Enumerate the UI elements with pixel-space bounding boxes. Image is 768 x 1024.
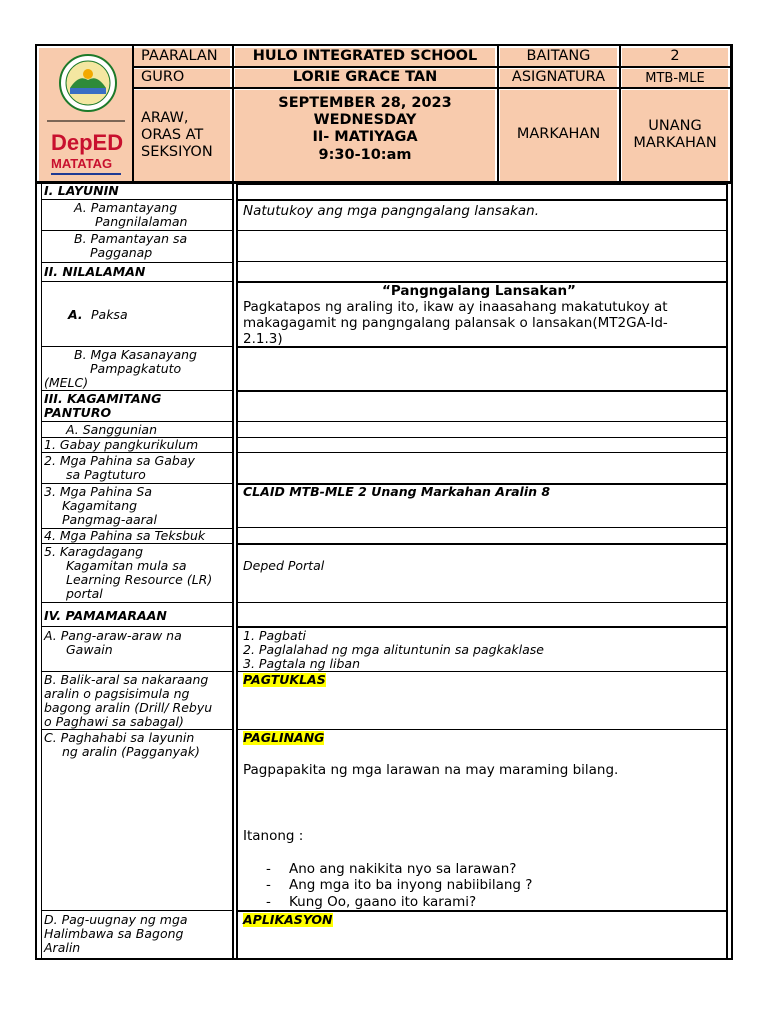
subject-value: MTB-MLE xyxy=(645,71,705,86)
question-2: Ang mga ito ba inyong nabiibilang ? xyxy=(289,877,533,893)
gawain-item-3: 3. Pagtala ng liban xyxy=(243,656,360,671)
gabay-pagtuturo-label-1: 2. Mga Pahina sa Gabay xyxy=(44,453,195,468)
balik-aral-label-4: o Paghawi sa sabagal) xyxy=(44,714,184,729)
pamamaraan-heading: IV. PAMAMARAAN xyxy=(44,608,167,623)
paaralan-cell xyxy=(134,48,230,66)
matatag-underline xyxy=(51,173,121,175)
kagamitang-mag-aaral-label-1: 3. Mga Pahina Sa xyxy=(44,484,152,499)
paaralan-label: PAARALAN xyxy=(141,48,218,64)
balik-aral-label-2: aralin o pagsisimula ng xyxy=(44,686,190,701)
question-bullet-2: - xyxy=(266,877,271,893)
pamantayan-pagganap-label-1: B. Pamantayan sa xyxy=(74,231,188,246)
guro-cell xyxy=(134,69,230,87)
matatag-logo: MATATAG xyxy=(51,156,113,171)
karagdagang-value: Deped Portal xyxy=(243,558,325,573)
pamantayang-pangnilalaman-value: Natutukoy ang mga pangngalang lansakan. xyxy=(243,203,540,219)
paksa-letter: A. xyxy=(68,307,83,322)
gawain-item-2: 2. Paglalahad ng mga alituntunin sa pagkaklase xyxy=(243,642,544,657)
logo-cell xyxy=(39,48,132,181)
layunin-heading: I. LAYUNIN xyxy=(44,183,119,198)
time-value: 9:30-10:am xyxy=(318,147,412,163)
pamantayan-pagganap-label-2: Pagganap xyxy=(90,245,153,260)
question-1: Ano ang nakikita nyo sa larawan? xyxy=(289,861,517,877)
itanong-label: Itanong : xyxy=(243,828,304,844)
section-value: II- MATIYAGA xyxy=(312,129,418,145)
balik-aral-label-1: B. Balik-aral sa nakaraang xyxy=(44,672,209,687)
melc-label-2: Pampagkatuto xyxy=(90,361,182,376)
karagdagang-label-3: Learning Resource (LR) xyxy=(66,572,213,587)
paglinang-text: Pagpapakita ng mga larawan na may maraming bilang. xyxy=(243,762,619,778)
aplikasyon-badge: APLIKASYON xyxy=(243,912,333,927)
gawain-label-1: A. Pang-araw-araw na xyxy=(44,628,182,643)
gawain-item-1: 1. Pagbati xyxy=(243,628,307,643)
baitang-label: BAITANG xyxy=(526,48,591,64)
karagdagang-label-2: Kagamitan mula sa xyxy=(66,558,187,573)
paghahabi-label-1: C. Paghahabi sa layunin xyxy=(44,730,195,745)
gabay-pagtuturo-label-2: sa Pagtuturo xyxy=(66,467,146,482)
pamantayang-pangnilalaman-label-1: A. Pamantayang xyxy=(74,200,178,215)
paksa-label: Paksa xyxy=(91,307,128,322)
melc-label-3: (MELC) xyxy=(44,375,89,390)
day-value: WEDNESDAY xyxy=(313,112,417,128)
paksa-body-3: 2.1.3) xyxy=(243,331,283,347)
schedule-cell xyxy=(235,90,495,181)
date-value: SEPTEMBER 28, 2023 xyxy=(278,95,452,111)
pag-uugnay-label-3: Aralin xyxy=(44,940,81,955)
quarter-value-2: MARKAHAN xyxy=(633,135,717,151)
araw-label-3: SEKSIYON xyxy=(141,144,213,160)
question-bullet-3: - xyxy=(266,894,271,910)
deped-logo: DepED xyxy=(51,130,124,155)
paghahabi-label-2: ng aralin (Pagganyak) xyxy=(62,744,200,759)
sanggunian-label: A. Sanggunian xyxy=(66,422,158,437)
araw-cell xyxy=(134,90,230,181)
balik-aral-label-3: bagong aralin (Drill/ Rebyu xyxy=(44,700,213,715)
baitang-cell xyxy=(500,48,617,66)
nilalaman-heading: II. NILALAMAN xyxy=(44,264,146,279)
asignatura-label: ASIGNATURA xyxy=(511,69,606,85)
school-cell xyxy=(235,48,495,66)
pag-uugnay-label-1: D. Pag-uugnay ng mga xyxy=(44,912,188,927)
asignatura-cell xyxy=(500,69,617,87)
kagamitang-mag-aaral-label-3: Pangmag-aaral xyxy=(62,512,157,527)
kagamitang-heading-1: III. KAGAMITANG xyxy=(44,391,162,406)
teksbuk-label: 4. Mga Pahina sa Teksbuk xyxy=(44,528,206,543)
grade-cell xyxy=(622,48,728,66)
paksa-body-2: makagagamit ng pangngalang palansak o lansakan(MT2GA-Id- xyxy=(243,315,668,331)
paksa-body-1: Pagkatapos ng araling ito, ikaw ay inaasahang makatutukoy at xyxy=(243,299,668,315)
paglinang-badge: PAGLINANG xyxy=(243,730,325,745)
araw-label-1: ARAW, xyxy=(141,110,189,126)
paksa-title: “Pangngalang Lansakan” xyxy=(382,283,576,299)
markahan-label: MARKAHAN xyxy=(516,126,601,142)
header-block xyxy=(35,44,733,183)
grade-value: 2 xyxy=(670,48,680,64)
quarter-value-1: UNANG xyxy=(648,118,702,134)
school-name: HULO INTEGRATED SCHOOL xyxy=(252,48,478,64)
quarter-cell xyxy=(622,90,728,181)
gabay-pangkurikulum-label: 1. Gabay pangkurikulum xyxy=(44,437,199,452)
pamantayang-pangnilalaman-label-2: Pangnilalaman xyxy=(95,214,188,229)
teacher-cell xyxy=(235,69,495,87)
kagamitang-mag-aaral-label-2: Kagamitang xyxy=(62,498,138,513)
guro-label: GURO xyxy=(141,69,185,85)
question-3: Kung Oo, gaano ito karami? xyxy=(289,894,477,910)
melc-label-1: B. Mga Kasanayang xyxy=(74,347,197,362)
question-bullet-1: - xyxy=(266,861,271,877)
karagdagang-label-1: 5. Karagdagang xyxy=(44,544,144,559)
karagdagang-label-4: portal xyxy=(66,586,103,601)
pagtuklas-badge: PAGTUKLAS xyxy=(243,672,326,687)
pag-uugnay-label-2: Halimbawa sa Bagong xyxy=(44,926,184,941)
kagamitang-mag-aaral-value: CLAID MTB-MLE 2 Unang Markahan Aralin 8 xyxy=(243,484,551,499)
subject-cell xyxy=(622,69,728,87)
gawain-label-2: Gawain xyxy=(66,642,113,657)
teacher-name: LORIE GRACE TAN xyxy=(292,69,438,85)
araw-label-2: ORAS AT xyxy=(141,127,204,143)
kagamitang-heading-2: PANTURO xyxy=(44,405,112,420)
markahan-cell xyxy=(500,90,617,181)
